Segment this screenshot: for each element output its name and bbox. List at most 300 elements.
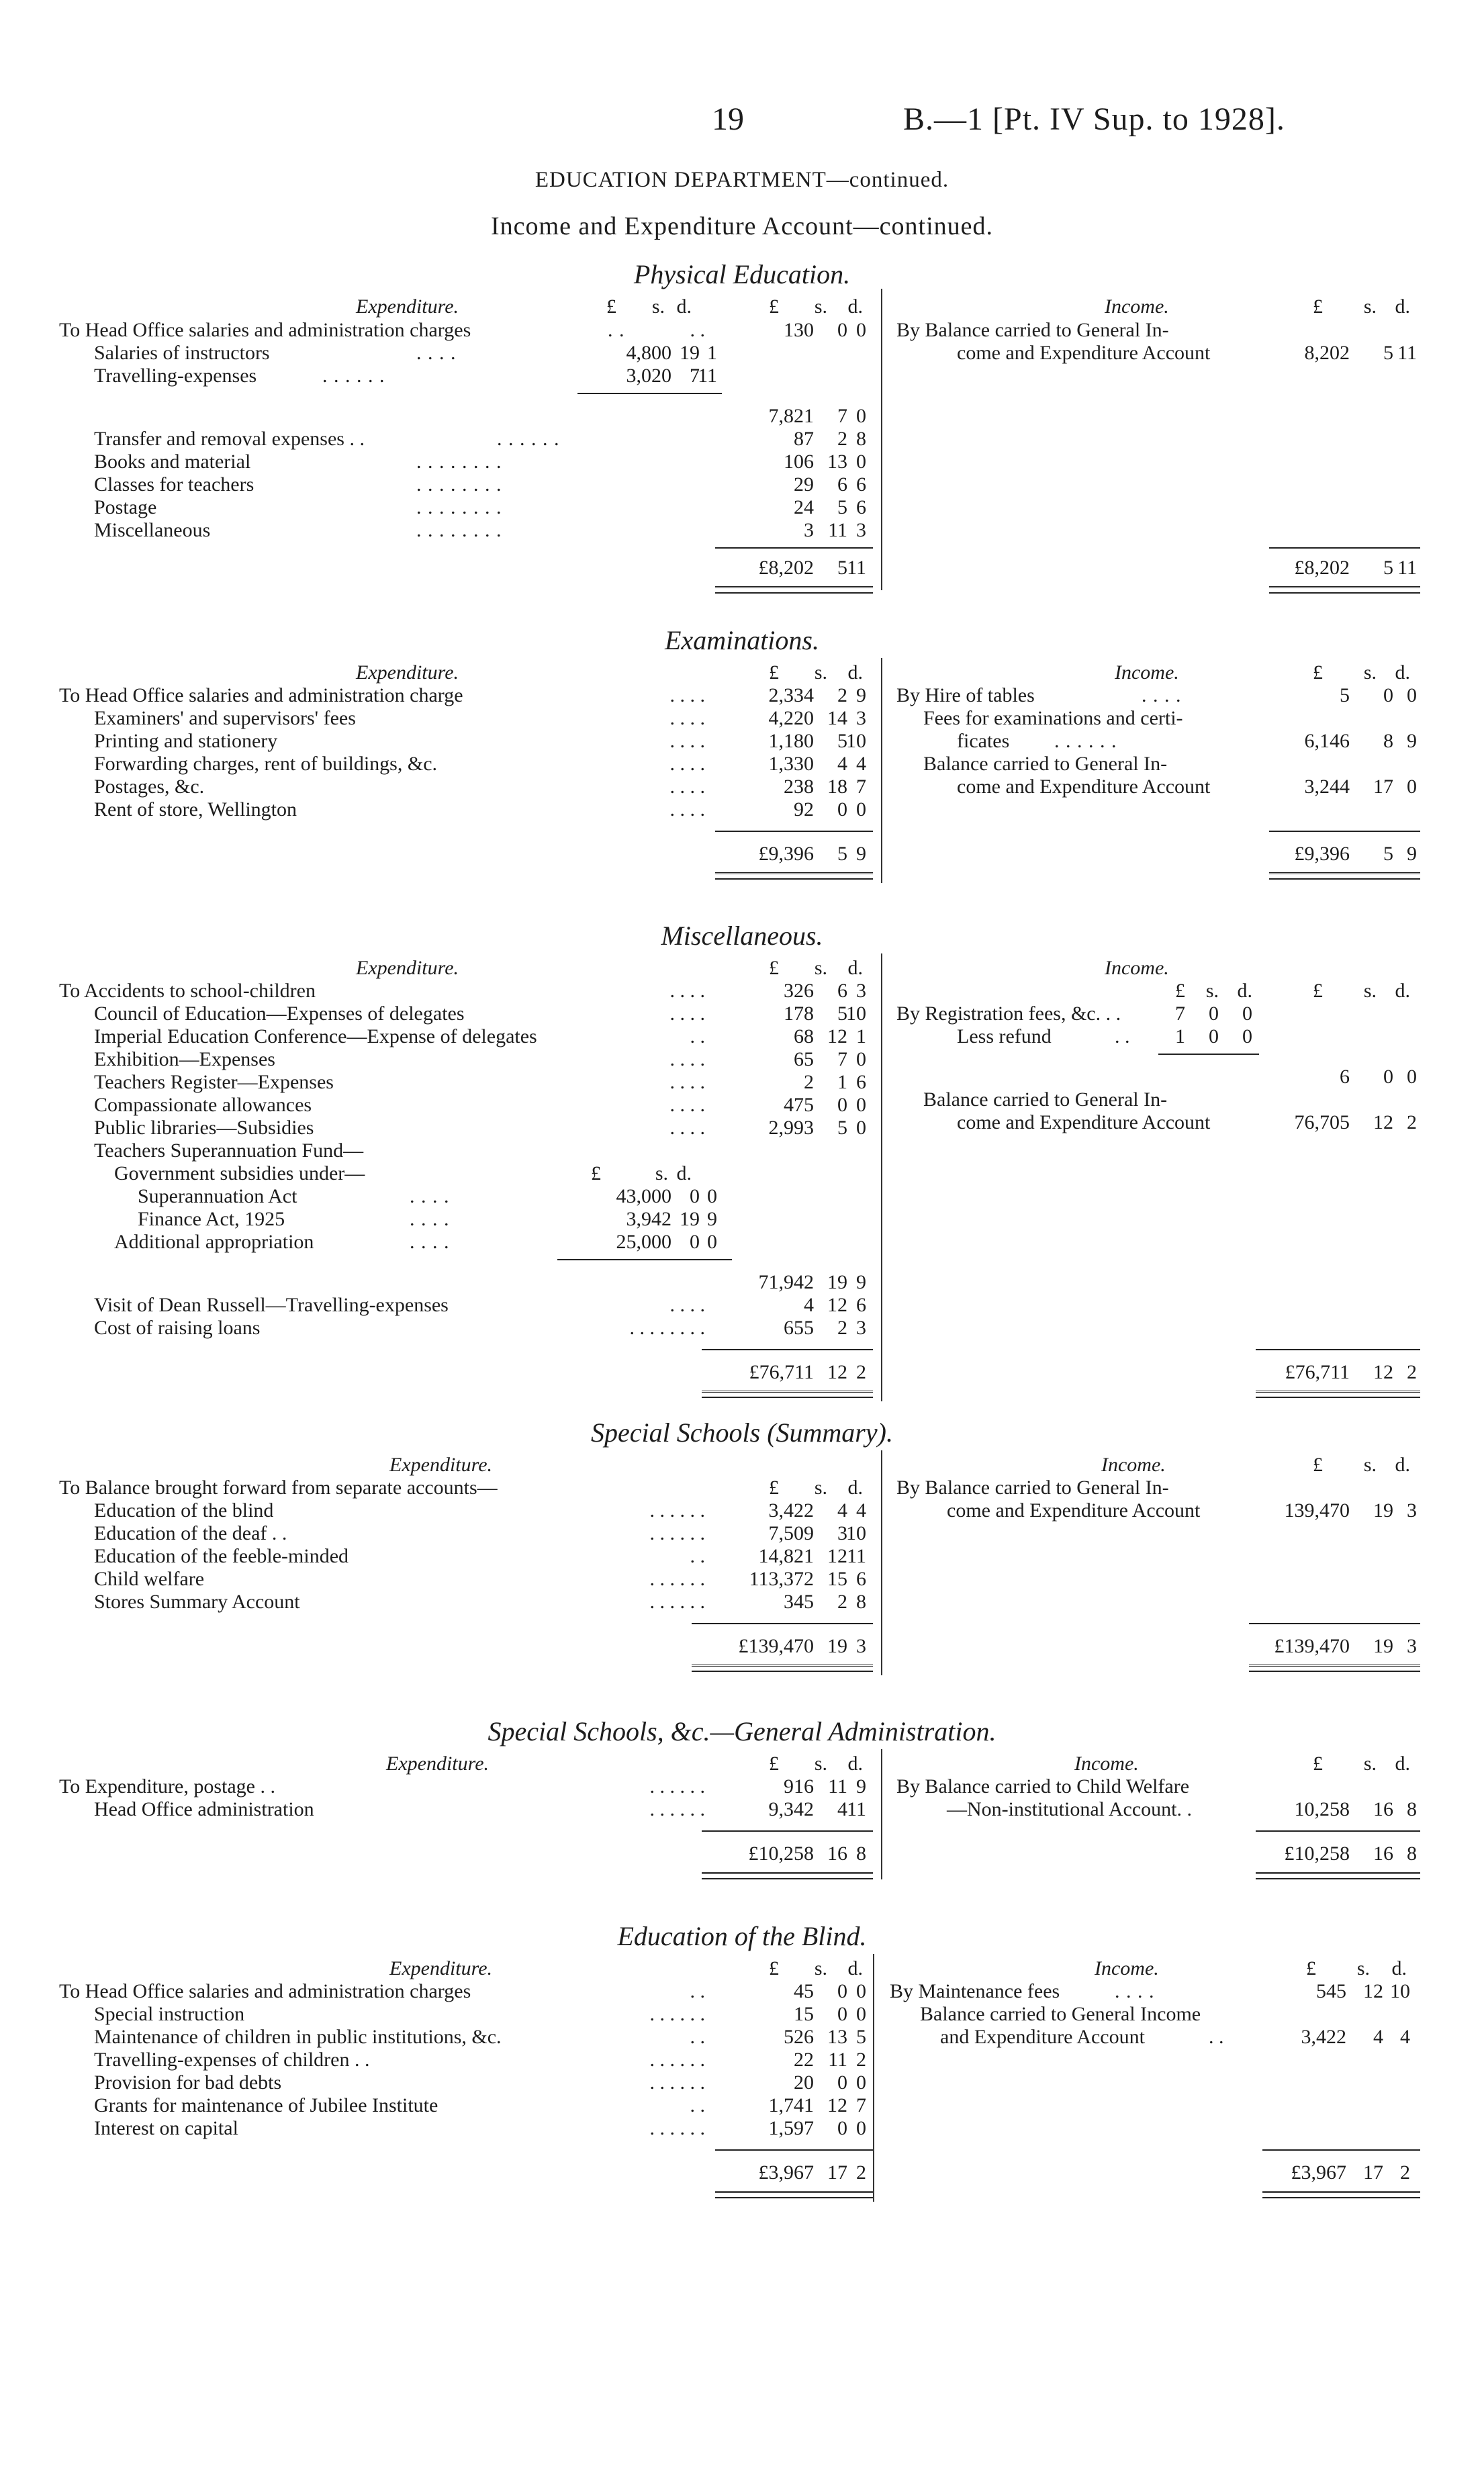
special-exp-label: Child welfare xyxy=(94,1568,205,1590)
physical-item-pounds: 106 xyxy=(784,451,814,473)
blind-exp-dots: . . . . . . xyxy=(649,2117,705,2139)
physical-item-pounds: 24 xyxy=(794,496,814,518)
misc-super-pounds: 3,942 xyxy=(626,1208,671,1230)
special-total-dbl xyxy=(692,1665,873,1672)
physical-head-label: To Head Office salaries and administration charges xyxy=(59,319,471,341)
admin-exp-dots: . . . . . . xyxy=(649,1798,705,1820)
page-reference: B.—1 [Pt. IV Sup. to 1928]. xyxy=(903,101,1285,137)
misc-super-total-pounds: 71,942 xyxy=(758,1271,814,1293)
blind-inc-bal1: Balance carried to General Income xyxy=(920,2003,1201,2025)
blind-inc-total-pence: 2 xyxy=(1400,2161,1410,2184)
misc-exp-pounds: 65 xyxy=(794,1048,814,1070)
misc-exp-pence: 3 xyxy=(856,980,866,1002)
blind-inc-bal2: and Expenditure Account xyxy=(940,2026,1145,2048)
misc-inc-reg-pounds: 7 xyxy=(1175,1002,1185,1025)
exams-exp-label: To Head Office salaries and administration charge xyxy=(59,684,463,706)
misc-super-pound-sym: £ xyxy=(591,1162,601,1184)
exams-inc-hire-pence: 0 xyxy=(1407,684,1417,706)
blind-inc-fees-pounds: 545 xyxy=(1316,1980,1346,2002)
blind-s-sym: s. xyxy=(814,1957,827,1979)
physical-head-pence: 0 xyxy=(856,319,866,341)
misc-inc-sub-pound-sym: £ xyxy=(1175,980,1185,1002)
special-exp-dots: . . xyxy=(690,1545,705,1567)
physical-travelling-shillings: 7 xyxy=(690,365,700,387)
misc-s-sym: s. xyxy=(814,957,827,979)
misc-inc-d-sym: d. xyxy=(1395,980,1410,1002)
blind-inc-total-pounds: £3,967 xyxy=(1291,2161,1346,2184)
physical-item-pounds: 87 xyxy=(794,428,814,450)
admin-inc-bal-shillings: 16 xyxy=(1373,1798,1393,1820)
misc-exp-label: Imperial Education Conference—Expense of delegates xyxy=(94,1025,537,1047)
page-number: 19 xyxy=(712,101,744,137)
misc-exp-label: Public libraries—Subsidies xyxy=(94,1117,314,1139)
misc-divider xyxy=(881,953,882,1401)
physical-item-dots: . . . . . . . . xyxy=(416,519,502,541)
special-pound-sym: £ xyxy=(769,1477,779,1499)
physical-exp-header: Expenditure. xyxy=(356,295,459,318)
misc-inc-sub-s-sym: s. xyxy=(1205,980,1219,1002)
exams-exp-dots: . . . . xyxy=(669,798,705,821)
blind-exp-pence: 2 xyxy=(856,2049,866,2071)
exams-inc-total-pence: 9 xyxy=(1407,843,1417,865)
blind-exp-dots: . . xyxy=(690,2026,705,2048)
special-exp-label: Stores Summary Account xyxy=(94,1591,300,1613)
physical-inc-rule xyxy=(1269,547,1420,549)
physical-head-dots2: . . xyxy=(690,319,705,341)
physical-inc-bal-pounds: 8,202 xyxy=(1304,342,1350,364)
misc-exp-label: To Accidents to school-children xyxy=(59,980,316,1002)
admin-exp-label: To Expenditure, postage . . xyxy=(59,1775,275,1797)
blind-title: Education of the Blind. xyxy=(617,1921,867,1951)
misc-inc-refund-dots: . . xyxy=(1115,1025,1130,1047)
misc-d-sym: d. xyxy=(847,957,863,979)
blind-exp-pounds: 20 xyxy=(794,2071,814,2094)
physical-subtotal-pounds: 7,821 xyxy=(768,405,814,427)
misc-exp-pence: 0 xyxy=(856,1117,866,1139)
misc-exp-shillings: 5 xyxy=(837,1002,847,1025)
admin-divider xyxy=(881,1749,882,1879)
blind-total-pence: 2 xyxy=(856,2161,866,2184)
account-heading: Income and Expenditure Account—continued. xyxy=(490,212,993,240)
exams-inc-hire-shillings: 0 xyxy=(1383,684,1393,706)
special-exp-pounds: 7,509 xyxy=(768,1522,814,1544)
special-exp-label: Education of the blind xyxy=(94,1499,274,1522)
physical-total-dbl xyxy=(715,586,873,594)
special-exp-shillings: 3 xyxy=(837,1522,847,1544)
misc-exp-pence: 0 xyxy=(856,1094,866,1116)
blind-exp-header: Expenditure. xyxy=(389,1957,493,1979)
misc-after-label: Visit of Dean Russell—Travelling-expenses xyxy=(94,1294,449,1316)
exams-exp-label: Printing and stationery xyxy=(94,730,278,752)
admin-exp-shillings: 4 xyxy=(837,1798,847,1820)
physical-instructors-dots: . . . . xyxy=(416,342,457,364)
blind-exp-label: Maintenance of children in public institutions, &c. xyxy=(94,2026,502,2048)
exams-exp-label: Rent of store, Wellington xyxy=(94,798,297,821)
physical-item-shillings: 13 xyxy=(827,451,847,473)
exams-exp-label: Examiners' and supervisors' fees xyxy=(94,707,356,729)
exams-exp-dots: . . . . xyxy=(669,730,705,752)
admin-total-dbl xyxy=(702,1872,873,1879)
exams-exp-dots: . . . . xyxy=(669,776,705,798)
exams-exp-pence: 3 xyxy=(856,707,866,729)
exams-total-rule xyxy=(715,831,873,832)
special-inc-total-pence: 3 xyxy=(1407,1635,1417,1657)
admin-inc-header: Income. xyxy=(1074,1753,1139,1775)
misc-super-shillings: 0 xyxy=(690,1231,700,1253)
misc-after-pence: 3 xyxy=(856,1317,866,1339)
blind-inc-s-sym: s. xyxy=(1356,1957,1370,1979)
special-exp-label: Education of the feeble-minded xyxy=(94,1545,349,1567)
exams-inc-fees-dots: . . . . . . xyxy=(1054,730,1117,752)
blind-exp-dots: . . . . . . xyxy=(649,2003,705,2025)
exams-divider xyxy=(881,658,882,883)
blind-inc-bal-dots: . . xyxy=(1209,2026,1224,2048)
physical-item-pounds: 29 xyxy=(794,473,814,496)
physical-item-pence: 3 xyxy=(856,519,866,541)
misc-inc-net-pence: 0 xyxy=(1407,1066,1417,1088)
blind-inc-bal-shillings: 4 xyxy=(1373,2026,1383,2048)
blind-exp-label: Grants for maintenance of Jubilee Institute xyxy=(94,2094,438,2116)
special-d-sym: d. xyxy=(847,1477,863,1499)
admin-inc-bal-pounds: 10,258 xyxy=(1294,1798,1350,1820)
misc-exp-pounds: 475 xyxy=(784,1094,814,1116)
exams-inc-total-pounds: £9,396 xyxy=(1294,843,1350,865)
blind-inc-bal-pence: 4 xyxy=(1400,2026,1410,2048)
blind-exp-pounds: 15 xyxy=(794,2003,814,2025)
blind-exp-label: Special instruction xyxy=(94,2003,245,2025)
blind-pound-sym: £ xyxy=(769,1957,779,1979)
exams-total-pounds: £9,396 xyxy=(758,843,814,865)
physical-instructors-pence: 1 xyxy=(707,342,717,364)
blind-inc-d-sym: d. xyxy=(1391,1957,1407,1979)
admin-d-sym: d. xyxy=(847,1753,863,1775)
misc-exp-pence: 1 xyxy=(856,1025,866,1047)
physical-inc-d-sym: d. xyxy=(1395,295,1410,318)
physical-total-rule xyxy=(715,547,873,549)
special-exp-pence: 4 xyxy=(856,1499,866,1522)
misc-inc-s-sym: s. xyxy=(1363,980,1377,1002)
admin-inc-pound-sym: £ xyxy=(1313,1753,1323,1775)
misc-inc-reg-pence: 0 xyxy=(1242,1002,1252,1025)
blind-exp-pence: 0 xyxy=(856,2003,866,2025)
special-exp-pounds: 345 xyxy=(784,1591,814,1613)
misc-super-rule xyxy=(557,1259,732,1260)
physical-sub-s-sym: s. xyxy=(651,295,665,318)
admin-total-pence: 8 xyxy=(856,1842,866,1865)
physical-travelling-dots: . . . . . . xyxy=(322,365,385,387)
special-exp-pence: 10 xyxy=(846,1522,866,1544)
admin-inc-d-sym: d. xyxy=(1395,1753,1410,1775)
blind-total-shillings: 17 xyxy=(827,2161,847,2184)
physical-sub-pound-sym: £ xyxy=(606,295,616,318)
exams-inc-fees1: Fees for examinations and certi- xyxy=(923,707,1183,729)
special-exp-shillings: 4 xyxy=(837,1499,847,1522)
admin-exp-label: Head Office administration xyxy=(94,1798,314,1820)
exams-exp-pence: 7 xyxy=(856,776,866,798)
blind-exp-shillings: 12 xyxy=(827,2094,847,2116)
special-total-rule xyxy=(692,1623,873,1624)
exams-inc-hire-pounds: 5 xyxy=(1340,684,1350,706)
special-inc-bal-pounds: 139,470 xyxy=(1284,1499,1350,1522)
misc-exp-shillings: 5 xyxy=(837,1117,847,1139)
admin-exp-header: Expenditure. xyxy=(386,1753,490,1775)
misc-exp-shillings: 1 xyxy=(837,1071,847,1093)
admin-exp-pence: 9 xyxy=(856,1775,866,1797)
physical-item-label: Postage xyxy=(94,496,157,518)
exams-inc-bal1: Balance carried to General In- xyxy=(923,753,1168,775)
exams-exp-shillings: 14 xyxy=(827,707,847,729)
misc-exp-pence: 10 xyxy=(846,1002,866,1025)
physical-total-pence: 11 xyxy=(847,557,866,579)
special-exp-pence: 11 xyxy=(847,1545,866,1567)
misc-exp-label: Compassionate allowances xyxy=(94,1094,312,1116)
admin-s-sym: s. xyxy=(814,1753,827,1775)
special-inc-bal-shillings: 19 xyxy=(1373,1499,1393,1522)
exams-exp-dots: . . . . xyxy=(669,684,705,706)
physical-item-pence: 6 xyxy=(856,473,866,496)
misc-inc-bal-pounds: 76,705 xyxy=(1294,1111,1350,1133)
misc-after-shillings: 12 xyxy=(827,1294,847,1316)
misc-exp-dots: . . . . xyxy=(669,1048,705,1070)
physical-item-shillings: 5 xyxy=(837,496,847,518)
blind-exp-label: Provision for bad debts xyxy=(94,2071,282,2094)
misc-exp-dots: . . . . xyxy=(669,1071,705,1093)
blind-exp-pence: 0 xyxy=(856,2071,866,2094)
misc-inc-reg: By Registration fees, &c. . . xyxy=(896,1002,1121,1025)
exams-total-pence: 9 xyxy=(856,843,866,865)
misc-super-dots: . . . . xyxy=(410,1208,450,1230)
misc-super-total-pence: 9 xyxy=(856,1271,866,1293)
misc-super-total-shillings: 19 xyxy=(827,1271,847,1293)
special-exp-dots: . . . . . . xyxy=(649,1499,705,1522)
blind-total-pounds: £3,967 xyxy=(758,2161,814,2184)
special-inc-bal-pence: 3 xyxy=(1407,1499,1417,1522)
misc-total-shillings: 12 xyxy=(827,1361,847,1383)
physical-inc-total-pence: 11 xyxy=(1397,557,1417,579)
physical-inc-total-shillings: 5 xyxy=(1383,557,1393,579)
blind-exp-shillings: 11 xyxy=(828,2049,847,2071)
special-inc-pound-sym: £ xyxy=(1313,1454,1323,1476)
physical-travelling-pounds: 3,020 xyxy=(626,365,671,387)
misc-inc-bal-pence: 2 xyxy=(1407,1111,1417,1133)
blind-exp-label: To Head Office salaries and administration charges xyxy=(59,1980,471,2002)
special-exp-shillings: 12 xyxy=(827,1545,847,1567)
misc-exp-header: Expenditure. xyxy=(356,957,459,979)
exams-total-dbl xyxy=(715,872,873,880)
physical-travelling-label: Travelling-expenses xyxy=(94,365,257,387)
special-total-pence: 3 xyxy=(856,1635,866,1657)
blind-exp-pounds: 45 xyxy=(794,1980,814,2002)
special-exp-pence: 6 xyxy=(856,1568,866,1590)
blind-exp-pence: 0 xyxy=(856,2117,866,2139)
admin-total-rule xyxy=(702,1830,873,1832)
misc-after-shillings: 2 xyxy=(837,1317,847,1339)
physical-sub-d-sym: d. xyxy=(676,295,692,318)
misc-total-rule xyxy=(702,1349,873,1350)
special-exp-header: Expenditure. xyxy=(389,1454,493,1476)
blind-exp-pounds: 22 xyxy=(794,2049,814,2071)
exams-exp-pence: 0 xyxy=(856,798,866,821)
physical-inc-bal-pence: 11 xyxy=(1397,342,1417,364)
blind-inc-fees: By Maintenance fees xyxy=(890,1980,1060,2002)
blind-exp-pence: 5 xyxy=(856,2026,866,2048)
blind-exp-pounds: 1,597 xyxy=(768,2117,814,2139)
special-inc-rule xyxy=(1249,1623,1420,1624)
physical-divider xyxy=(881,289,882,590)
misc-inc-total-shillings: 12 xyxy=(1373,1361,1393,1383)
misc-super-shillings: 19 xyxy=(680,1208,700,1230)
physical-title: Physical Education. xyxy=(633,259,851,289)
exams-exp-pounds: 4,220 xyxy=(768,707,814,729)
blind-inc-bal-pounds: 3,422 xyxy=(1301,2026,1346,2048)
blind-exp-pounds: 526 xyxy=(784,2026,814,2048)
exams-exp-pence: 9 xyxy=(856,684,866,706)
admin-inc-s-sym: s. xyxy=(1363,1753,1377,1775)
exams-exp-dots: . . . . xyxy=(669,707,705,729)
admin-inc-rule xyxy=(1256,1830,1420,1832)
misc-inc-rule xyxy=(1256,1349,1420,1350)
exams-inc-s-sym: s. xyxy=(1363,661,1377,684)
special-exp-pounds: 14,821 xyxy=(758,1545,814,1567)
exams-inc-hire-dots: . . . . xyxy=(1142,684,1182,706)
exams-exp-shillings: 4 xyxy=(837,753,847,775)
physical-item-pence: 6 xyxy=(856,496,866,518)
physical-instructors-label: Salaries of instructors xyxy=(94,342,270,364)
blind-d-sym: d. xyxy=(847,1957,863,1979)
exams-d-sym: d. xyxy=(847,661,863,684)
exams-inc-fees2: ficates xyxy=(957,730,1010,752)
admin-title: Special Schools, &c.—General Administration. xyxy=(488,1716,996,1746)
admin-inc-bal1: By Balance carried to Child Welfare xyxy=(896,1775,1190,1797)
exams-s-sym: s. xyxy=(814,661,827,684)
physical-inc-bal-shillings: 5 xyxy=(1383,342,1393,364)
misc-inc-dbl xyxy=(1256,1391,1420,1398)
exams-inc-bal-pence: 0 xyxy=(1407,776,1417,798)
misc-exp-shillings: 0 xyxy=(837,1094,847,1116)
physical-inc-s-sym: s. xyxy=(1363,295,1377,318)
blind-exp-label: Travelling-expenses of children . . xyxy=(94,2049,370,2071)
special-inc-header: Income. xyxy=(1101,1454,1166,1476)
exams-exp-pence: 4 xyxy=(856,753,866,775)
misc-inc-total-pence: 2 xyxy=(1407,1361,1417,1383)
blind-inc-header: Income. xyxy=(1095,1957,1159,1979)
special-exp-dots: . . . . . . xyxy=(649,1591,705,1613)
exams-inc-fees-pounds: 6,146 xyxy=(1304,730,1350,752)
blind-exp-pounds: 1,741 xyxy=(768,2094,814,2116)
misc-inc-bal2: come and Expenditure Account xyxy=(957,1111,1211,1133)
admin-pound-sym: £ xyxy=(769,1753,779,1775)
misc-super-pounds: 25,000 xyxy=(616,1231,671,1253)
exams-exp-pounds: 238 xyxy=(784,776,814,798)
blind-exp-dots: . . . . . . xyxy=(649,2049,705,2071)
physical-inc-total-pounds: £8,202 xyxy=(1294,557,1350,579)
exams-inc-bal-shillings: 17 xyxy=(1373,776,1393,798)
admin-inc-dbl xyxy=(1256,1872,1420,1879)
exams-total-shillings: 5 xyxy=(837,843,847,865)
special-title: Special Schools (Summary). xyxy=(591,1417,893,1448)
physical-item-dots: . . . . . . . . xyxy=(416,496,502,518)
admin-inc-total-shillings: 16 xyxy=(1373,1842,1393,1865)
admin-inc-total-pounds: £10,258 xyxy=(1284,1842,1350,1865)
exams-exp-pence: 10 xyxy=(846,730,866,752)
blind-exp-label: Interest on capital xyxy=(94,2117,238,2139)
special-inc-total-shillings: 19 xyxy=(1373,1635,1393,1657)
physical-travelling-pence: 11 xyxy=(698,365,717,387)
blind-inc-rule xyxy=(1262,2149,1420,2151)
exams-exp-shillings: 18 xyxy=(827,776,847,798)
blind-total-dbl xyxy=(715,2191,873,2198)
misc-inc-net-pounds: 6 xyxy=(1340,1066,1350,1088)
misc-exp-pounds: 2,993 xyxy=(768,1117,814,1139)
misc-total-dbl xyxy=(702,1391,873,1398)
blind-exp-shillings: 0 xyxy=(837,2071,847,2094)
misc-gov-sub: Government subsidies under— xyxy=(114,1162,365,1184)
blind-inc-dbl xyxy=(1262,2191,1420,2198)
blind-inc-total-shillings: 17 xyxy=(1363,2161,1383,2184)
misc-exp-pence: 0 xyxy=(856,1048,866,1070)
blind-exp-shillings: 13 xyxy=(827,2026,847,2048)
blind-inc-fees-shillings: 12 xyxy=(1363,1980,1383,2002)
admin-total-pounds: £10,258 xyxy=(748,1842,814,1865)
misc-inc-refund-pence: 0 xyxy=(1242,1025,1252,1047)
exams-exp-pounds: 1,330 xyxy=(768,753,814,775)
exams-inc-bal-pounds: 3,244 xyxy=(1304,776,1350,798)
misc-super-s-sym: s. xyxy=(655,1162,668,1184)
misc-after-dots: . . . . . . . . xyxy=(629,1317,705,1339)
misc-inc-total-pounds: £76,711 xyxy=(1285,1361,1350,1383)
physical-item-pence: 0 xyxy=(856,451,866,473)
misc-super-d-sym: d. xyxy=(676,1162,692,1184)
admin-exp-pounds: 9,342 xyxy=(768,1798,814,1820)
physical-head-dots: . . xyxy=(608,319,625,341)
misc-after-label: Cost of raising loans xyxy=(94,1317,261,1339)
misc-super-pence: 9 xyxy=(707,1208,717,1230)
blind-exp-dots: . . xyxy=(690,2094,705,2116)
exams-inc-header: Income. xyxy=(1115,661,1179,684)
misc-inc-sub-d-sym: d. xyxy=(1237,980,1252,1002)
physical-pound-sym: £ xyxy=(769,295,779,318)
misc-title: Miscellaneous. xyxy=(661,921,823,951)
special-divider xyxy=(881,1450,882,1675)
exams-inc-fees-pence: 9 xyxy=(1407,730,1417,752)
physical-inc-line1: By Balance carried to General In- xyxy=(896,319,1169,341)
exams-exp-pounds: 1,180 xyxy=(768,730,814,752)
exams-title: Examinations. xyxy=(665,625,819,655)
misc-super-dots: . . . . xyxy=(410,1231,450,1253)
misc-exp-shillings: 6 xyxy=(837,980,847,1002)
misc-inc-header: Income. xyxy=(1105,957,1169,979)
special-total-shillings: 19 xyxy=(827,1635,847,1657)
exams-exp-shillings: 5 xyxy=(837,730,847,752)
misc-inc-reg-shillings: 0 xyxy=(1209,1002,1219,1025)
exams-inc-fees-shillings: 8 xyxy=(1383,730,1393,752)
misc-inc-bal-shillings: 12 xyxy=(1373,1111,1393,1133)
physical-item-label: Books and material xyxy=(94,451,251,473)
misc-super-head: Teachers Superannuation Fund— xyxy=(94,1139,364,1162)
special-exp-label: Education of the deaf . . xyxy=(94,1522,287,1544)
misc-exp-label: Council of Education—Expenses of delegates xyxy=(94,1002,465,1025)
admin-total-shillings: 16 xyxy=(827,1842,847,1865)
misc-exp-label: Exhibition—Expenses xyxy=(94,1048,275,1070)
misc-inc-pound-sym: £ xyxy=(1313,980,1323,1002)
misc-super-dots: . . . . xyxy=(410,1185,450,1207)
physical-item-label: Miscellaneous xyxy=(94,519,211,541)
blind-divider xyxy=(873,1954,874,2202)
misc-inc-bal1: Balance carried to General In- xyxy=(923,1088,1168,1111)
physical-instructors-pounds: 4,800 xyxy=(626,342,671,364)
misc-exp-dots: . . . . xyxy=(669,980,705,1002)
exams-inc-pound-sym: £ xyxy=(1313,661,1323,684)
